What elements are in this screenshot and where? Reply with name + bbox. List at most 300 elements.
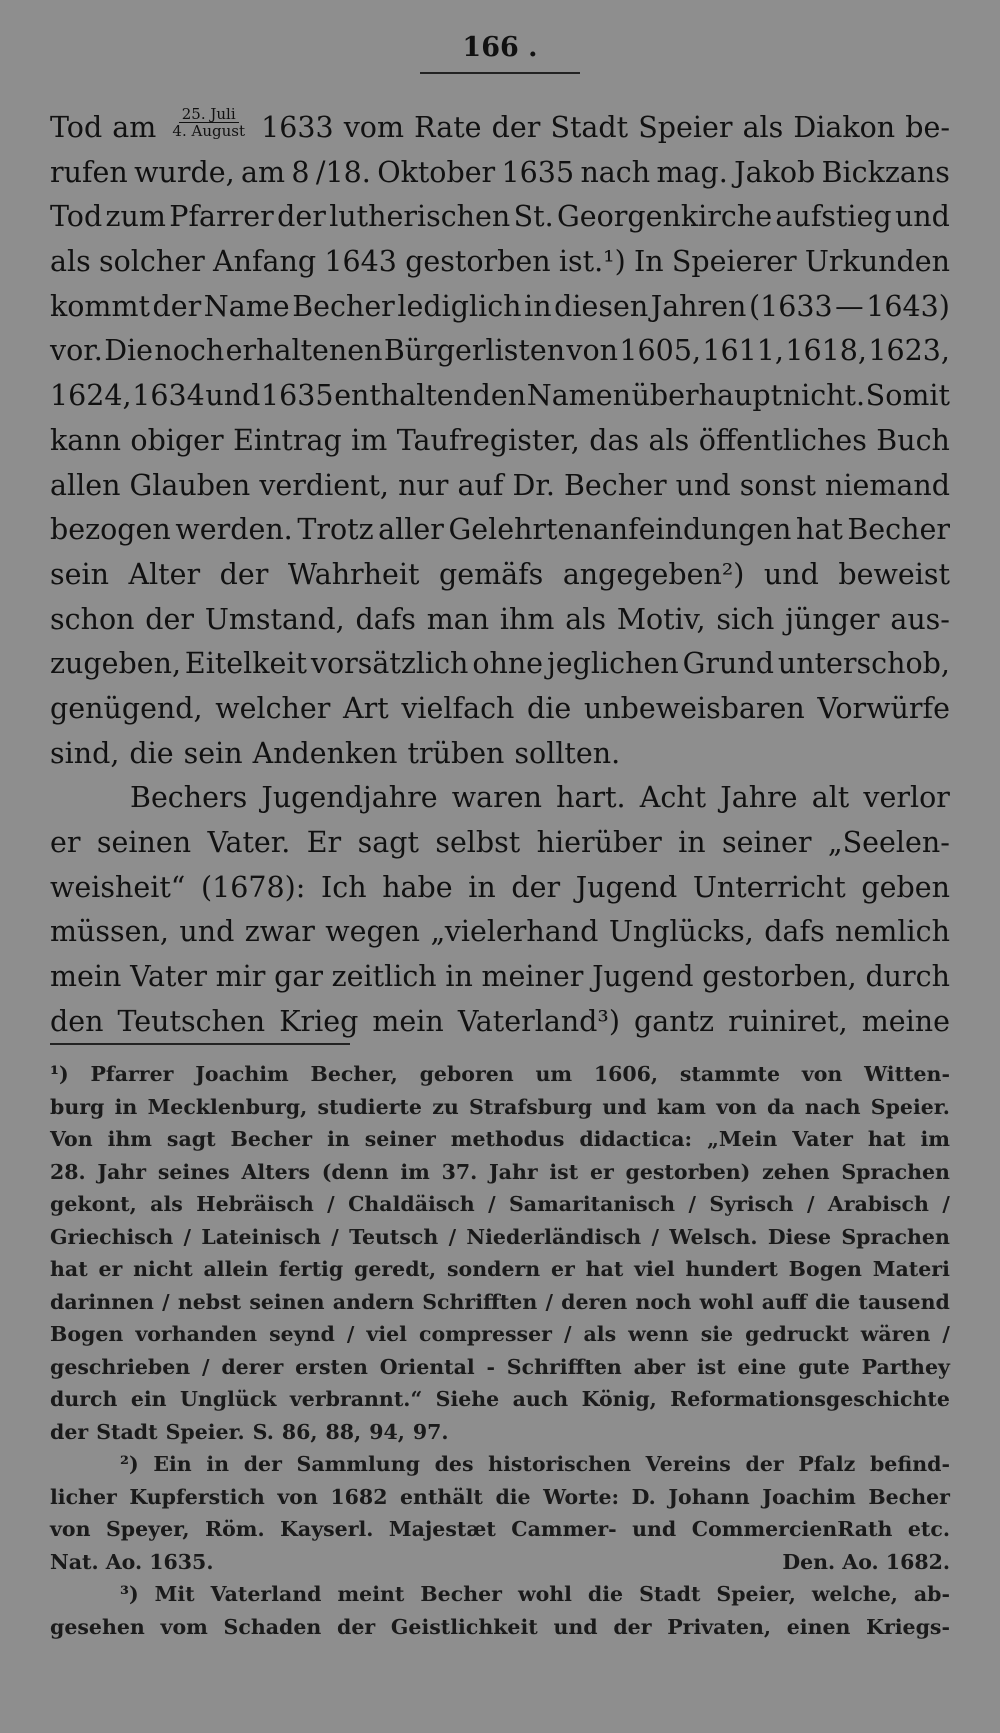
word: ohne [472, 647, 544, 681]
body-line [50, 285, 950, 330]
footnote-word: der [50, 1419, 89, 1444]
word: Tod [50, 111, 103, 144]
footnote-word: tausend [858, 1289, 950, 1314]
word: mir [215, 960, 266, 994]
footnote-word: wären [860, 1322, 931, 1346]
word: meine [861, 1004, 950, 1038]
word: Vater [130, 960, 207, 994]
word: in [445, 960, 473, 994]
footnote-line [50, 1221, 950, 1254]
footnote-word: der [745, 1452, 784, 1476]
word: seiner [722, 826, 812, 859]
footnote-word: - [486, 1354, 495, 1379]
footnote-word: ein [130, 1387, 167, 1411]
footnote-word: Parthey [861, 1354, 950, 1379]
footnote-word: Becher [230, 1127, 313, 1151]
word: Becher [847, 513, 950, 547]
footnote-word: Mit [154, 1582, 195, 1606]
footnote-word: / [806, 1192, 815, 1216]
word: öffentliches [698, 423, 867, 457]
footnote-line [50, 1578, 950, 1611]
word: als [742, 111, 784, 144]
body-line [50, 374, 950, 419]
footnote-word: im [920, 1127, 950, 1151]
word: in [524, 289, 552, 323]
word: Jahre [720, 781, 798, 815]
footnote-word: viel [366, 1322, 407, 1346]
footnote-line [50, 1058, 950, 1091]
footnote-word: Becher, [310, 1062, 398, 1086]
word: Anfang [213, 245, 317, 279]
footnote-word: Cammer- [511, 1517, 617, 1541]
footnote-word: geschrieben [50, 1354, 191, 1379]
word: von [566, 334, 619, 368]
word: aus- [890, 602, 950, 636]
footnote-word: seines [157, 1159, 230, 1184]
word: Georgenkirche [556, 200, 773, 234]
footnote-word: ist [549, 1159, 579, 1184]
word: unbeweisbaren [583, 691, 805, 725]
word: Wahrheit [287, 557, 420, 591]
footnote-word: Vaterland [210, 1582, 322, 1606]
word: Glauben [129, 468, 251, 502]
word: 1635 [501, 155, 575, 189]
word: Motiv, [616, 602, 706, 636]
footnote-word: sondern [446, 1257, 541, 1281]
footnote-word: / [651, 1224, 659, 1249]
word: den [50, 1004, 104, 1038]
footnote-word: geboren [419, 1062, 514, 1086]
footnote-word: Majestæt [388, 1517, 496, 1541]
footnote-word: ab- [913, 1582, 950, 1606]
word: die [129, 736, 174, 770]
body-line [50, 151, 950, 196]
footnote-word: da [767, 1094, 795, 1119]
page-number-rule [420, 72, 580, 74]
footnote-word: Worte: [543, 1484, 620, 1509]
word: Name [203, 289, 290, 323]
word: vorsätzlich [310, 647, 469, 681]
word: (1633 [748, 289, 833, 323]
body-line [50, 776, 950, 821]
footnote-line [50, 1318, 950, 1351]
word: Alter [128, 557, 201, 591]
footnote-word: wenn [628, 1322, 689, 1346]
footnote-word: nicht [133, 1257, 193, 1281]
word: Grund [682, 647, 774, 681]
footnote-word: Vater [792, 1127, 853, 1151]
word: vor. [50, 334, 103, 368]
word: Namen [526, 379, 631, 413]
word: in [468, 870, 496, 904]
word: und [205, 379, 261, 413]
footnote-word: gestorben) [625, 1159, 751, 1184]
word: lediglich [397, 289, 522, 323]
footnote-line [50, 1383, 950, 1416]
word: 1634 [132, 379, 205, 413]
body-line [50, 240, 950, 285]
footnote-word: Welsch. [669, 1224, 758, 1249]
footnote-line [50, 1091, 950, 1124]
word: Unglücks, [608, 915, 754, 949]
footnote-word: Griechisch [50, 1224, 174, 1249]
word: unterschob, [777, 647, 950, 681]
footnote-word: Stadt [639, 1582, 701, 1606]
word: aufstieg [775, 200, 892, 234]
footnote-word: methodus [450, 1127, 565, 1151]
word: jeglichen [546, 647, 679, 681]
word: Vorwürfe [817, 691, 950, 725]
word: 1618, [785, 334, 867, 368]
footnote-word: Bogen [788, 1257, 862, 1281]
footnote-word: Schaden [223, 1614, 322, 1639]
footnote-word: Unglück [179, 1387, 277, 1411]
footnote-word: in [114, 1094, 138, 1119]
word: mein [50, 960, 122, 994]
word: zeitlich [331, 960, 437, 994]
footnote-word: Syrisch [709, 1192, 794, 1216]
word: nur [398, 468, 449, 502]
word: selbst [435, 826, 521, 859]
word: müssen, [50, 915, 169, 949]
word: 1623, [868, 334, 950, 368]
word: Urkunden [804, 245, 950, 279]
footnote-word: einen [786, 1614, 851, 1639]
word: 1611, [702, 334, 784, 368]
footnote-word: Vereins [645, 1452, 731, 1476]
word: 8 [291, 155, 310, 189]
footnote-word: Reformationsgeschichte [670, 1387, 950, 1411]
word: Art [343, 691, 389, 725]
word: ruiniret, [728, 1004, 848, 1038]
footnote-word: Schrifften [506, 1354, 622, 1379]
footnote-word: hat [585, 1257, 624, 1281]
word: ist.¹) [558, 245, 626, 279]
footnote-segment: Den. Ao. 1682. [782, 1549, 950, 1574]
footnote-word: Becher [868, 1484, 950, 1509]
word: Teutschen [117, 1004, 266, 1038]
word: angegeben²) [562, 557, 745, 591]
footnote-word: und [602, 1094, 647, 1119]
word: als [648, 423, 690, 457]
word: erhaltenen [225, 334, 383, 368]
footnote-word: ihm [107, 1127, 152, 1151]
word: in [678, 826, 706, 859]
footnote-word: / [448, 1224, 457, 1249]
footnote-word: durch [50, 1387, 118, 1411]
body-line [50, 508, 950, 553]
word: werden. [175, 513, 293, 547]
footnote-word: Alters [241, 1159, 310, 1184]
footnote-word: sagt [166, 1127, 216, 1151]
word: der [277, 200, 326, 234]
footnote-word: von [50, 1517, 91, 1541]
word: Diakon [793, 111, 896, 144]
footnote-word: nebst [177, 1289, 242, 1314]
footnote-word: compresser [418, 1322, 552, 1346]
word: nicht. [782, 379, 866, 413]
word: dafs [764, 915, 825, 949]
word: genügend, [50, 691, 203, 725]
footnote-word: Kupferstich [129, 1484, 265, 1509]
footnote-line [50, 1416, 950, 1449]
footnote-word: gekont, [50, 1192, 137, 1216]
footnote-word: ersten [295, 1354, 368, 1379]
footnote-word: Jahr [97, 1159, 147, 1184]
word: Speierer [671, 245, 797, 279]
word: dafs [355, 602, 416, 636]
footnote-word: Jahr [488, 1159, 538, 1184]
word: /18. [315, 155, 371, 189]
word: 1605, [619, 334, 702, 368]
footnote-word: etc. [907, 1517, 950, 1541]
word: sonst [739, 468, 816, 502]
footnote-word: / [942, 1322, 950, 1346]
word: enthalten [334, 379, 472, 413]
body-line [50, 910, 950, 955]
footnote-line [50, 1156, 950, 1189]
word: In [633, 245, 664, 279]
footnote-divider [50, 1043, 350, 1045]
footnote-word: die [587, 1582, 624, 1606]
footnote-word: 1682 [330, 1484, 388, 1509]
footnote-word: ²) [120, 1452, 139, 1476]
word: schon [50, 602, 135, 636]
footnote-word: hat [867, 1127, 906, 1151]
body-line [50, 419, 950, 464]
word: Vater. [207, 826, 291, 859]
footnote-word: kam [656, 1094, 706, 1119]
footnote-word: licher [50, 1484, 117, 1509]
word: hierüber [536, 826, 662, 859]
footnote-word: auch [512, 1387, 569, 1411]
footnote-word: welche, [811, 1582, 898, 1606]
footnote-word: vom [160, 1614, 208, 1639]
footnote-word: Sprachen [841, 1224, 950, 1249]
word: Becher [292, 289, 395, 323]
footnote-word: / [162, 1289, 170, 1314]
footnote-word: didactica: [579, 1127, 693, 1151]
footnote-word: stammte [679, 1062, 781, 1086]
word: zugeben, [50, 647, 182, 681]
footnote-word: verbrannt.“ [289, 1387, 423, 1411]
word: lutherischen [329, 200, 511, 234]
word: den [472, 379, 527, 413]
body-line [50, 732, 950, 777]
footnote-word: geredt, [354, 1257, 437, 1281]
word: kann [50, 423, 121, 457]
footnote-word: Privaten, [667, 1614, 772, 1639]
word: gantz [634, 1004, 715, 1038]
footnote-word: Sammlung [296, 1452, 420, 1476]
word: meiner [481, 960, 584, 994]
footnote-word: hundert [685, 1257, 778, 1281]
footnote-word: 94, [369, 1419, 405, 1444]
footnote-line [50, 1253, 950, 1286]
word: Jugendjahre [261, 781, 438, 815]
footnote-word: enthält [400, 1484, 483, 1509]
word: jünger [785, 602, 880, 636]
footnote-word: burg [50, 1094, 105, 1119]
word: Bürgerlisten [383, 334, 566, 368]
footnote-word: Arabisch [827, 1192, 929, 1216]
word: sein [50, 557, 109, 591]
footnote-word: die [815, 1289, 851, 1314]
footnote-word: (denn [321, 1159, 389, 1184]
word: Trotz [297, 513, 374, 547]
footnote-word: Witten- [864, 1062, 950, 1086]
word: verdient, [259, 468, 389, 502]
word: Umstand, [204, 602, 345, 636]
word: sind, [50, 736, 120, 770]
footnote-word: D. [631, 1484, 656, 1509]
word: sagt [357, 826, 419, 859]
footnote-line [50, 1513, 950, 1546]
fraction-denominator: 4. August [172, 122, 245, 140]
footnote-word: Pfalz [798, 1452, 856, 1476]
word: 1624, [50, 379, 132, 413]
word: Taufregister, [396, 423, 580, 457]
footnote-word: / [346, 1322, 355, 1346]
footnote-word: Hebräisch [196, 1192, 314, 1216]
footnote-line [50, 1286, 950, 1319]
word: habe [382, 870, 453, 904]
footnote-word: Becher [420, 1582, 502, 1606]
footnote-word: / [202, 1354, 210, 1379]
word: Jakob [734, 155, 816, 189]
word: mag. [656, 155, 728, 189]
word: und [179, 915, 235, 949]
footnote-word: Röm. [205, 1517, 265, 1541]
word: Krieg [279, 1004, 359, 1038]
word: der [219, 557, 269, 591]
word: die [527, 691, 572, 725]
word: hat [795, 513, 843, 547]
footnote-word: / [327, 1192, 335, 1216]
body-line [50, 106, 950, 151]
footnote-line [50, 1351, 950, 1384]
word: Bickzans [821, 155, 950, 189]
footnote-segment: Nat. Ao. 1635. [50, 1549, 214, 1574]
word: solcher [99, 245, 205, 279]
footnote-word: 86, [281, 1419, 318, 1444]
word: waren [451, 781, 542, 815]
word: am [241, 155, 286, 189]
word: Er [306, 826, 342, 859]
word: noch [154, 334, 225, 368]
footnote-word: Joachim [762, 1484, 856, 1509]
footnote-word: Speier, [716, 1582, 796, 1606]
footnote-word: andern [332, 1289, 415, 1314]
word: Ich [321, 870, 367, 904]
word: verlor [863, 781, 950, 815]
footnote-word: Kayserl. [280, 1517, 374, 1541]
word: auf [457, 468, 504, 502]
word: alt [811, 781, 850, 815]
word: 1643 [324, 245, 397, 279]
body-line [50, 195, 950, 240]
footnote-word: Johann [668, 1484, 750, 1509]
footnote-word: eine [737, 1354, 787, 1379]
word: ihm [499, 602, 555, 636]
word: Stadt [550, 111, 629, 144]
word: geben [861, 870, 950, 904]
footnote-word: ist [696, 1354, 726, 1379]
word: weisheit“ [50, 870, 186, 904]
footnote-word: Speier. [870, 1094, 950, 1119]
word: Unterricht [692, 870, 846, 904]
footnote-word: Ein [153, 1452, 192, 1476]
word: 1633 [261, 111, 334, 144]
footnote-word: seiner [364, 1127, 436, 1151]
word: trüben [407, 736, 505, 770]
word: zwar [244, 915, 315, 949]
word: Buch [876, 423, 950, 457]
footnote-word: deren [561, 1289, 628, 1314]
footnote-word: der [337, 1614, 376, 1639]
word: sollten. [514, 736, 621, 770]
fraction-numerator: 25. Juli [179, 106, 239, 123]
footnote-word: Sprachen [841, 1159, 950, 1184]
footnote-word: gedruckt [745, 1322, 849, 1346]
footnote-word: König, [581, 1387, 657, 1411]
word: Bechers [130, 781, 248, 815]
footnote-word: auff [761, 1289, 807, 1314]
word: Somit [865, 379, 950, 413]
footnote-word: gute [798, 1354, 850, 1379]
footnote-word: allein [203, 1257, 269, 1281]
body-line [50, 866, 950, 911]
word: zum [105, 200, 166, 234]
body-line [50, 1000, 950, 1045]
word: bezogen [50, 513, 171, 547]
word: St. [513, 200, 554, 234]
footnote-word: der [243, 1452, 282, 1476]
footnote-word: gesehen [50, 1614, 145, 1639]
footnote-word: Speier. [165, 1419, 245, 1444]
word: gemäfs [438, 557, 544, 591]
word: Oktober [377, 155, 496, 189]
footnote-word: meint [337, 1582, 405, 1606]
footnote-word: derer [221, 1354, 284, 1379]
footnote-word: viel [634, 1257, 675, 1281]
footnote-line [50, 1123, 950, 1156]
word: wurde, [134, 155, 235, 189]
footnote-word: Schrifften [422, 1289, 538, 1314]
word: kommt [50, 289, 150, 323]
body-line [50, 955, 950, 1000]
footnote-word: von [277, 1484, 318, 1509]
word: Andenken [252, 736, 398, 770]
word: Eintrag [233, 423, 342, 457]
footnote-word: / [488, 1192, 496, 1216]
word: Gelehrtenanfeindungen [448, 513, 792, 547]
word: obiger [130, 423, 224, 457]
footnote-word: Siehe [435, 1387, 500, 1411]
word: vom [343, 111, 404, 144]
footnote-word: Von [50, 1127, 93, 1151]
word: niemand [825, 468, 950, 502]
word: nach [580, 155, 651, 189]
footnote-word: fertig [278, 1257, 344, 1281]
body-line [50, 598, 950, 643]
footnote-word: zehen [762, 1159, 830, 1184]
word: der [511, 870, 561, 904]
word: hart. [556, 781, 626, 815]
footnote-word: die [495, 1484, 531, 1509]
footnote-word: im [400, 1159, 430, 1184]
word: überhaupt [631, 379, 783, 413]
